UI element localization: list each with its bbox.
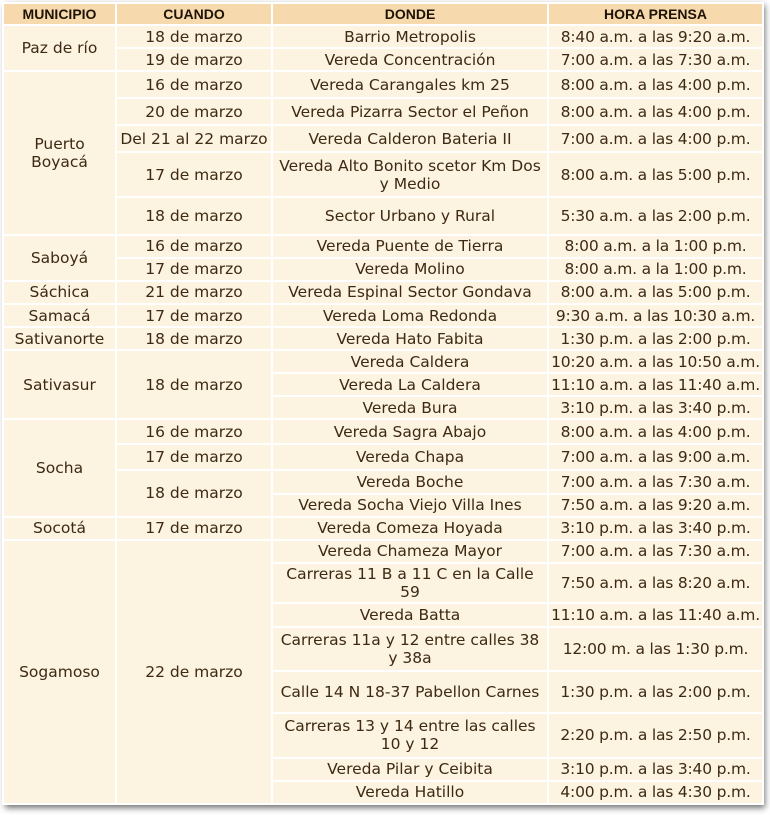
cuando-cell: 17 de marzo [116,444,272,469]
header-row [3,3,763,25]
table-row [3,98,763,125]
donde-cell: Vereda Concentración [272,48,548,71]
table-row [3,419,763,444]
cuando-cell: 18 de marzo [116,470,272,517]
hora-cell: 7:00 a.m. a las 7:30 a.m. [548,470,763,494]
municipio-cell: Paz de río [3,25,116,71]
donde-cell: Vereda Comeza Hoyada [272,517,548,540]
hora-cell: 8:00 a.m. a las 5:00 p.m. [548,281,763,304]
table-row [3,540,763,563]
cuando-cell: 18 de marzo [116,327,272,350]
table-row [3,350,763,373]
hora-cell: 8:00 a.m. a la 1:00 p.m. [548,235,763,258]
donde-cell: Vereda Espinal Sector Gondava [272,281,548,304]
hora-cell: 3:10 p.m. a las 3:40 p.m. [548,396,763,419]
hora-cell: 12:00 m. a las 1:30 p.m. [548,627,763,671]
cuando-cell: 17 de marzo [116,517,272,540]
municipio-cell: Puerto Boyacá [3,71,116,235]
hora-cell: 8:00 a.m. a las 4:00 p.m. [548,419,763,444]
donde-cell: Carreras 11a y 12 entre calles 38 y 38a [272,627,548,671]
cuando-cell: 20 de marzo [116,98,272,125]
donde-cell: Vereda Puente de Tierra [272,235,548,258]
donde-cell: Vereda Bura [272,396,548,419]
hora-cell: 7:00 a.m. a las 7:30 a.m. [548,48,763,71]
donde-cell: Vereda Chameza Mayor [272,540,548,563]
municipio-cell: Socotá [3,517,116,540]
cuando-cell: 18 de marzo [116,350,272,419]
hora-cell: 4:00 p.m. a las 4:30 p.m. [548,781,763,804]
header-hora: HORA PRENSA [548,3,763,25]
donde-cell: Vereda Molino [272,258,548,281]
municipio-cell: Sativanorte [3,327,116,350]
municipio-cell: Sáchica [3,281,116,304]
donde-cell: Carreras 13 y 14 entre las calles 10 y 12 [272,713,548,757]
cuando-cell: Del 21 al 22 marzo [116,125,272,152]
hora-cell: 1:30 p.m. a las 2:00 p.m. [548,671,763,713]
header-donde: DONDE [272,3,548,25]
donde-cell: Calle 14 N 18-37 Pabellon Carnes [272,671,548,713]
donde-cell: Vereda Sagra Abajo [272,419,548,444]
donde-cell: Vereda Carangales km 25 [272,71,548,98]
table-row [3,71,763,98]
donde-cell: Sector Urbano y Rural [272,197,548,235]
donde-cell: Vereda Pilar y Ceibita [272,758,548,781]
municipio-cell: Sogamoso [3,540,116,804]
cuando-cell: 19 de marzo [116,48,272,71]
donde-cell: Vereda Alto Bonito scetor Km Dos y Medio [272,152,548,196]
hora-cell: 7:00 a.m. a las 7:30 a.m. [548,540,763,563]
donde-cell: Vereda Pizarra Sector el Peñon [272,98,548,125]
cuando-cell: 22 de marzo [116,540,272,804]
municipio-cell: Saboyá [3,235,116,281]
cuando-cell: 18 de marzo [116,25,272,48]
table-row [3,327,763,350]
hora-cell: 8:00 a.m. a la 1:00 p.m. [548,258,763,281]
cuando-cell: 16 de marzo [116,235,272,258]
donde-cell: Vereda Batta [272,603,548,627]
header-cuando: CUANDO [116,3,272,25]
table-row [3,470,763,494]
table-row [3,25,763,48]
hora-cell: 8:40 a.m. a las 9:20 a.m. [548,25,763,48]
donde-cell: Barrio Metropolis [272,25,548,48]
donde-cell: Vereda Hato Fabita [272,327,548,350]
table-row [3,125,763,152]
hora-cell: 11:10 a.m. a las 11:40 a.m. [548,373,763,396]
hora-cell: 3:10 p.m. a las 3:40 p.m. [548,758,763,781]
hora-cell: 8:00 a.m. a las 5:00 p.m. [548,152,763,196]
donde-cell: Vereda Chapa [272,444,548,469]
cuando-cell: 17 de marzo [116,152,272,196]
hora-cell: 7:00 a.m. a las 4:00 p.m. [548,125,763,152]
donde-cell: Vereda Calderon Bateria II [272,125,548,152]
donde-cell: Vereda Socha Viejo Villa Ines [272,494,548,517]
donde-cell: Vereda Boche [272,470,548,494]
donde-cell: Vereda La Caldera [272,373,548,396]
municipio-cell: Socha [3,419,116,516]
table-row [3,197,763,235]
table-row [3,281,763,304]
hora-cell: 10:20 a.m. a las 10:50 a.m. [548,350,763,373]
table-row [3,517,763,540]
municipio-cell: Sativasur [3,350,116,419]
hora-cell: 2:20 p.m. a las 2:50 p.m. [548,713,763,757]
table-row [3,152,763,196]
hora-cell: 7:50 a.m. a las 8:20 a.m. [548,563,763,603]
cuando-cell: 17 de marzo [116,304,272,327]
cuando-cell: 18 de marzo [116,197,272,235]
donde-cell: Vereda Caldera [272,350,548,373]
hora-cell: 7:00 a.m. a las 9:00 a.m. [548,444,763,469]
hora-cell: 1:30 p.m. a las 2:00 p.m. [548,327,763,350]
schedule-frame [2,2,762,805]
hora-cell: 11:10 a.m. a las 11:40 a.m. [548,603,763,627]
table-row [3,304,763,327]
donde-cell: Vereda Loma Redonda [272,304,548,327]
cuando-cell: 21 de marzo [116,281,272,304]
table-row [3,444,763,469]
hora-cell: 7:50 a.m. a las 9:20 a.m. [548,494,763,517]
table-row [3,48,763,71]
cuando-cell: 16 de marzo [116,419,272,444]
hora-cell: 9:30 a.m. a las 10:30 a.m. [548,304,763,327]
hora-cell: 5:30 a.m. a las 2:00 p.m. [548,197,763,235]
hora-cell: 8:00 a.m. a las 4:00 p.m. [548,98,763,125]
cuando-cell: 17 de marzo [116,258,272,281]
header-municipio: MUNICIPIO [3,3,116,25]
table-row [3,235,763,258]
hora-cell: 8:00 a.m. a las 4:00 p.m. [548,71,763,98]
donde-cell: Vereda Hatillo [272,781,548,804]
municipio-cell: Samacá [3,304,116,327]
table-row [3,258,763,281]
schedule-table [2,2,764,805]
cuando-cell: 16 de marzo [116,71,272,98]
hora-cell: 3:10 p.m. a las 3:40 p.m. [548,517,763,540]
donde-cell: Carreras 11 B a 11 C en la Calle 59 [272,563,548,603]
